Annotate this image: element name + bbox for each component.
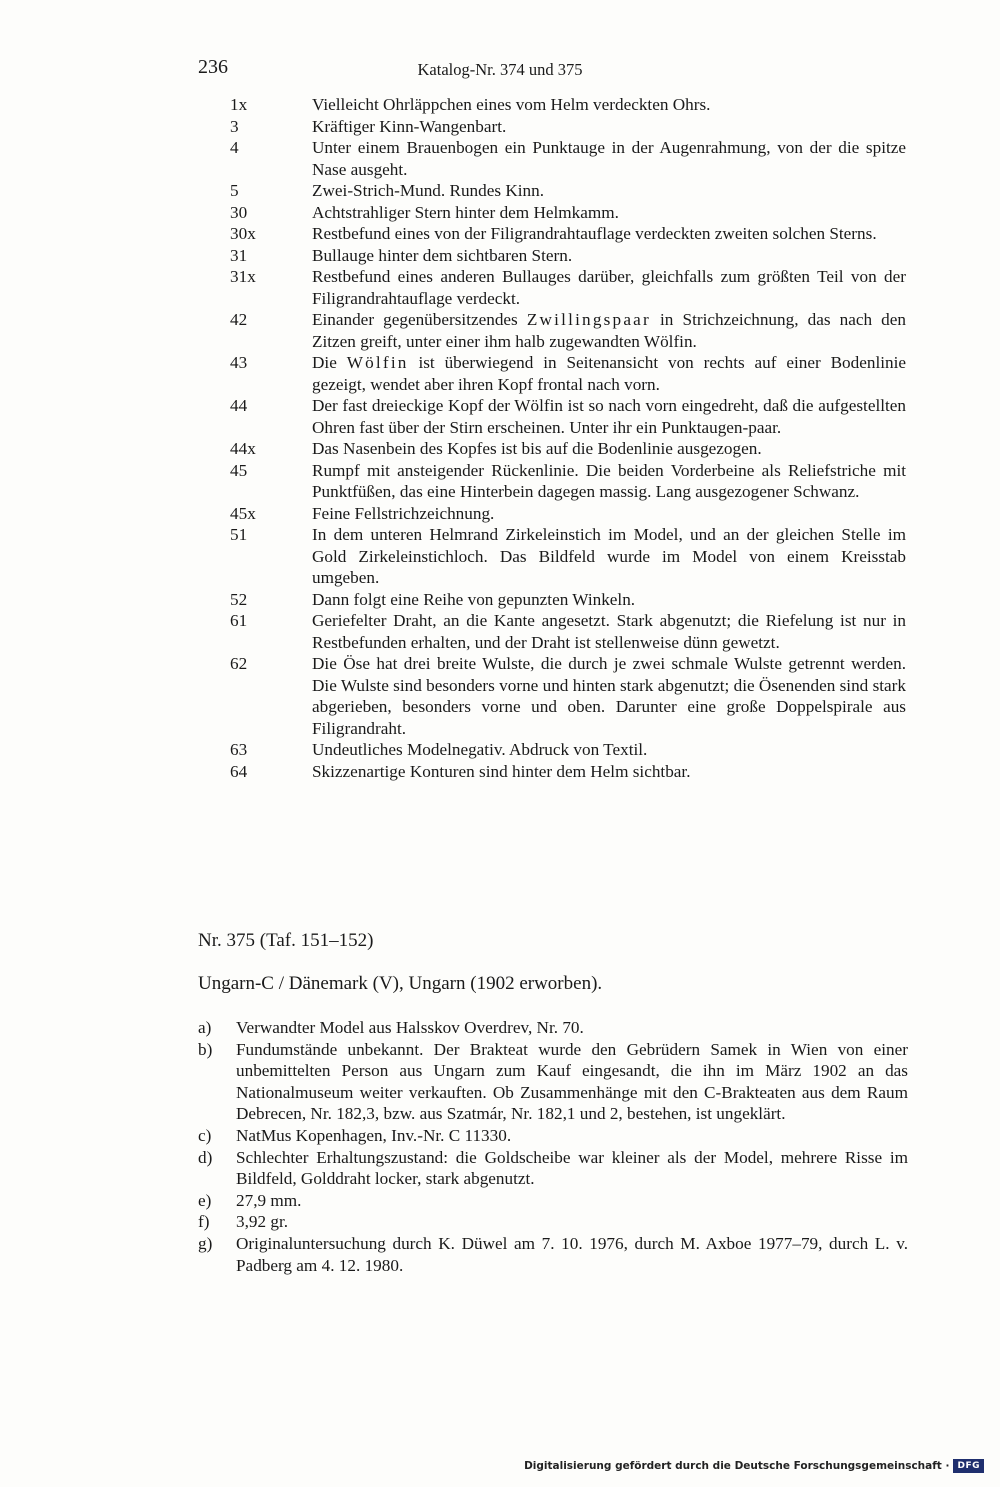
text-part: ist überwiegend in Seitenansicht von rechts auf einer Bodenlinie gezeigt, wendet aber ihren Kopf frontal nach vorn. (312, 353, 906, 394)
text-part: in Strichzeichnung, das nach den Zitzen greift, unter einer ihm halb zugewandten Wölfin. (312, 310, 906, 351)
code-row (230, 589, 906, 611)
code-number: 30 (230, 202, 248, 222)
fact-text: 3,92 gr. (236, 1212, 289, 1232)
code-number: 1x (230, 95, 248, 114)
code-number: 5 (230, 181, 239, 200)
code-number: 45 (230, 460, 248, 480)
code-text: Geriefelter Draht, an die Kante angesetzt. Stark abgenutzt; die Riefelung ist nur in Restbefunden erhalten, und der Draht ist stellenweise dünn gewetzt. (312, 611, 906, 652)
code-number: 42 (230, 310, 248, 329)
code-row (230, 245, 906, 267)
code-number: 62 (230, 654, 248, 673)
code-row (230, 761, 906, 783)
running-head: Katalog-Nr. 374 und 375 (417, 60, 583, 79)
fact-text: Fundumstände unbekannt. Der Brakteat wurde den Gebrüdern Samek in Wien von einer unbemittelten Person aus Ungarn zum Kauf eingesandt, die ihn im März 1902 an das Nationalmuseum weiter verkauften. Ob Zusammenhänge mit den C-Brakteaten aus dem Raum Debrecen, Nr. 182,3, bzw. aus Szatmár, Nr. 182,1 und 2, bestehen, ist ungeklärt. (236, 1039, 908, 1124)
dfg-logo: DFG (953, 1459, 984, 1473)
code-number: 4 (230, 138, 239, 157)
fact-text: Originaluntersuchung durch K. Düwel am 7. 10. 1976, durch M. Axboe 1977–79, durch L. v. Padberg am 4. 12. 1980. (236, 1233, 908, 1275)
code-number: 52 (230, 589, 248, 609)
code-text: Der fast dreieckige Kopf der Wölfin ist so nach vorn eingedreht, daß die aufgestellten Ohren fast über der Stirn erscheinen. Unter ihr ein Punktaugen-paar. (312, 396, 906, 437)
fact-text: NatMus Kopenhagen, Inv.-Nr. C 11330. (236, 1125, 512, 1145)
code-text: Restbefund eines von der Filigrandrahtauflage verdeckten zweiten solchen Sterns. (312, 224, 877, 243)
code-text: Die Öse hat drei breite Wulste, die durch je zwei schmale Wulste getrennt werden. Die Wulste sind besonders vorne und hinten stark abgenutzt; die Ösenenden sind stark abgerieben, besonders vorne und oben. Darunter eine große Doppelspirale aus Filigrandraht. (312, 654, 906, 738)
code-text (312, 352, 906, 395)
code-row (230, 460, 906, 503)
code-number: 44x (230, 439, 256, 458)
code-text: In dem unteren Helmrand Zirkeleinstich im Model, und an der gleichen Stelle im Gold Zirkeleinstichloch. Das Bildfeld wurde im Model von einem Kreisstab umgeben. (312, 525, 906, 587)
fact-row (198, 1039, 908, 1125)
fact-letter: d) (198, 1147, 213, 1167)
text-part: Einander gegenübersitzendes (312, 310, 527, 329)
code-row (230, 180, 906, 202)
fact-row (198, 1125, 908, 1147)
fact-letter: g) (198, 1233, 213, 1253)
code-row (230, 395, 906, 438)
code-text: Kräftiger Kinn-Wangenbart. (312, 116, 507, 136)
code-number: 61 (230, 611, 248, 630)
fact-letter: f) (198, 1212, 210, 1232)
code-row (230, 94, 906, 116)
code-number: 30x (230, 224, 256, 243)
code-text: Rumpf mit ansteigender Rückenlinie. Die beiden Vorderbeine als Reliefstriche mit Punktfüßen, das eine Hinterbein dagegen massig. Lang ausgezogener Schwanz. (312, 460, 906, 501)
code-row (230, 116, 906, 138)
code-text: Bullauge hinter dem sichtbaren Stern. (312, 245, 573, 265)
code-number: 45x (230, 503, 256, 523)
digitization-footer (524, 1459, 984, 1473)
code-text: Achtstrahliger Stern hinter dem Helmkamm. (312, 202, 619, 222)
code-number: 31 (230, 245, 248, 265)
code-number: 51 (230, 525, 248, 544)
fact-text: Verwandter Model aus Halsskov Overdrev, Nr. 70. (236, 1018, 584, 1037)
code-text: Zwei-Strich-Mund. Rundes Kinn. (312, 181, 545, 200)
fact-letter: b) (198, 1039, 213, 1059)
code-list (230, 94, 906, 782)
code-row (230, 352, 906, 395)
code-row (230, 503, 906, 525)
fact-row (198, 1233, 908, 1276)
code-text: Undeutliches Modelnegativ. Abdruck von Textil. (312, 740, 648, 759)
code-row (230, 653, 906, 739)
code-number: 43 (230, 353, 248, 372)
code-number: 64 (230, 761, 248, 781)
code-number: 63 (230, 740, 248, 759)
code-row (230, 739, 906, 761)
code-row (230, 438, 906, 460)
code-row (230, 223, 906, 245)
spaced-term: Zwillingspaar (526, 310, 651, 329)
text-part: Die (312, 353, 347, 372)
fact-letter: c) (198, 1125, 212, 1145)
fact-letter: e) (198, 1190, 212, 1210)
fact-row (198, 1147, 908, 1190)
code-row (230, 309, 906, 352)
code-number: 44 (230, 396, 248, 415)
code-row (230, 137, 906, 180)
code-number: 3 (230, 116, 239, 136)
code-number: 31x (230, 267, 256, 286)
code-text (312, 309, 906, 352)
code-text: Feine Fellstrichzeichnung. (312, 503, 495, 523)
fact-row (198, 1190, 908, 1212)
spaced-term: Wölfin (346, 353, 409, 372)
entry-heading: Nr. 375 (Taf. 151–152) (198, 930, 374, 951)
code-row (230, 610, 906, 653)
fact-row (198, 1211, 908, 1233)
fact-text: 27,9 mm. (236, 1190, 302, 1210)
code-text: Das Nasenbein des Kopfes ist bis auf die Bodenlinie ausgezogen. (312, 439, 762, 458)
code-text: Restbefund eines anderen Bullauges darüber, gleichfalls zum größten Teil von der Filigrandrahtauflage verdeckt. (312, 267, 906, 308)
fact-letter: a) (198, 1018, 212, 1037)
page-number: 236 (198, 56, 228, 78)
footer-text: Digitalisierung gefördert durch die Deutsche Forschungsgemeinschaft · (524, 1460, 950, 1472)
code-text: Dann folgt eine Reihe von gepunzten Winkeln. (312, 589, 636, 609)
fact-list (198, 1017, 908, 1276)
fact-row (198, 1017, 908, 1039)
code-row (230, 524, 906, 589)
code-text: Unter einem Brauenbogen ein Punktauge in der Augenrahmung, von der die spitze Nase ausgeht. (312, 138, 906, 179)
code-text: Vielleicht Ohrläppchen eines vom Helm verdeckten Ohrs. (312, 95, 711, 114)
entry-subheading: Ungarn-C / Dänemark (V), Ungarn (1902 erworben). (198, 973, 603, 994)
code-row (230, 266, 906, 309)
code-row (230, 202, 906, 224)
code-text: Skizzenartige Konturen sind hinter dem Helm sichtbar. (312, 761, 691, 781)
fact-text: Schlechter Erhaltungszustand: die Goldscheibe war kleiner als der Model, mehrere Risse im Bildfeld, Golddraht locker, stark abgenutzt. (236, 1147, 908, 1189)
